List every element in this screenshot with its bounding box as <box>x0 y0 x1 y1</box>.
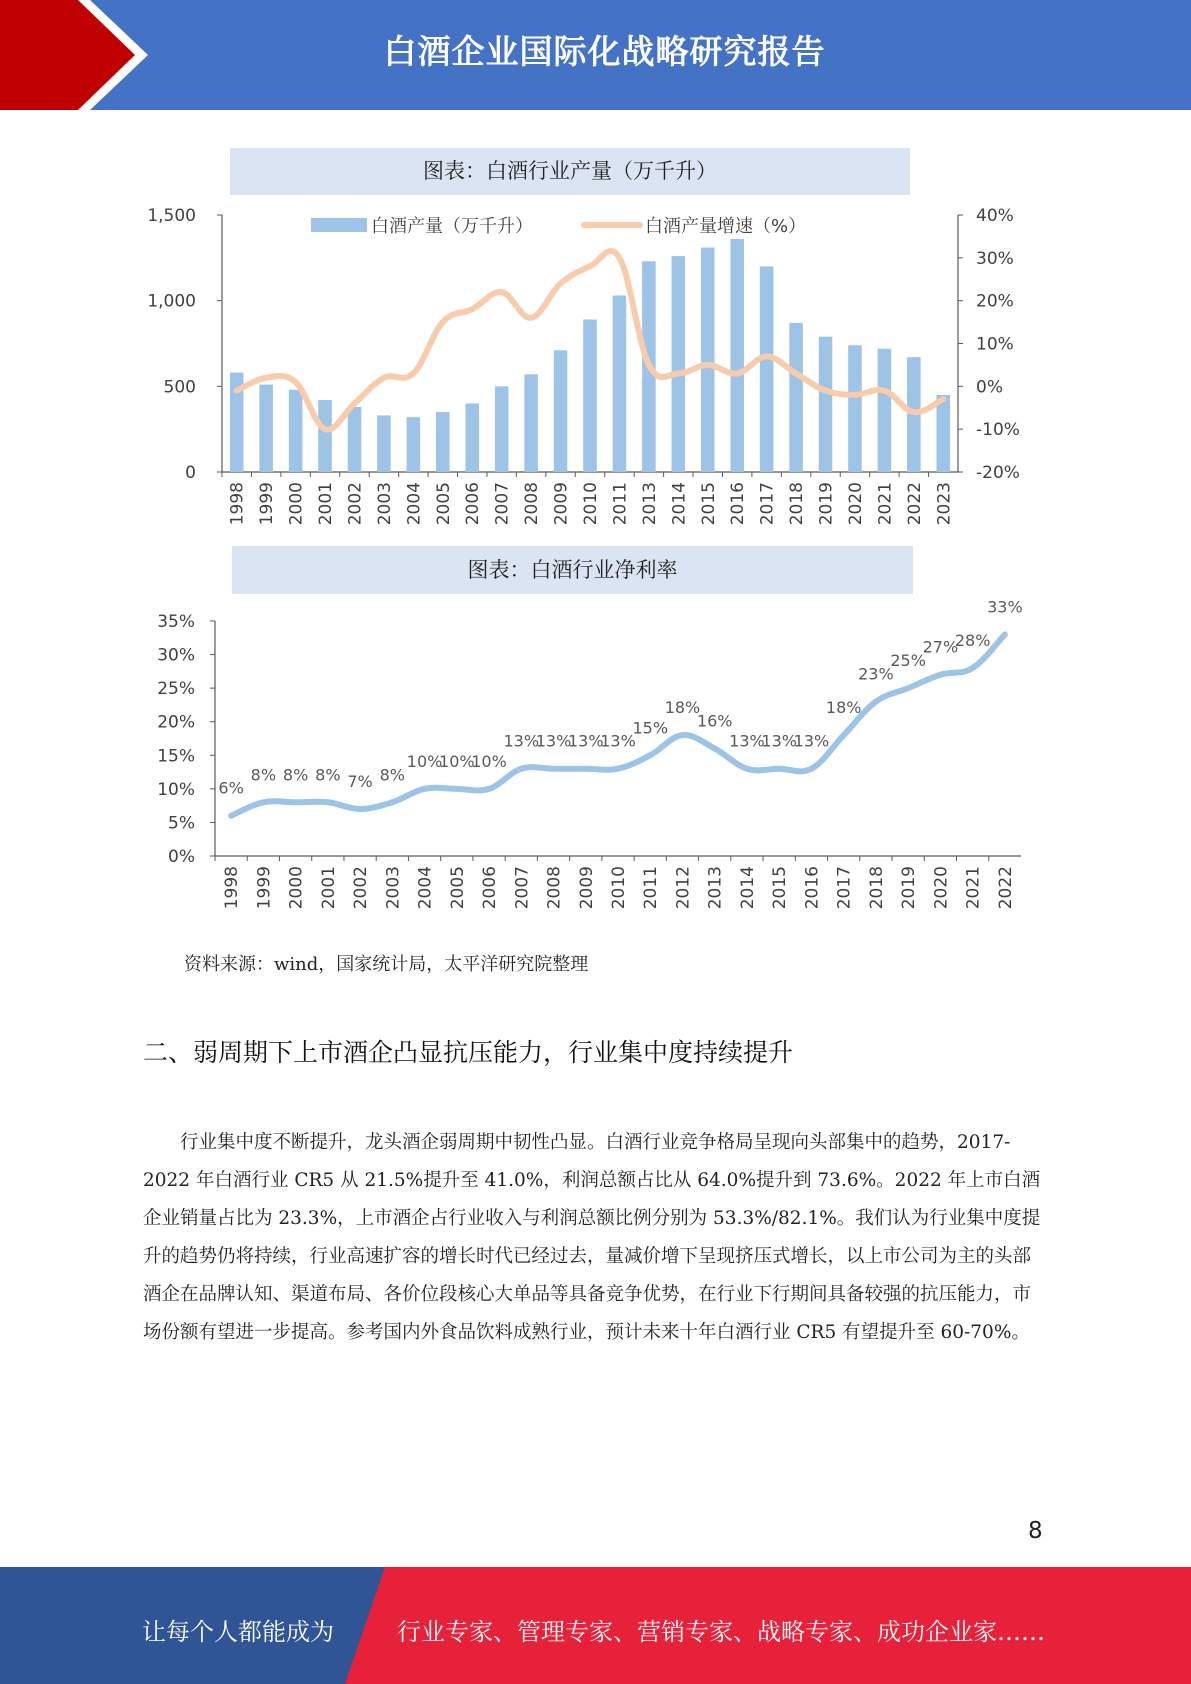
y-axis-tick-label: 30% <box>157 645 195 666</box>
x-axis-tick-label: 2007 <box>492 482 513 526</box>
x-axis-tick-label: 2011 <box>610 482 631 526</box>
legend-bar-label: 白酒产量（万千升） <box>371 216 533 237</box>
x-axis-tick-label: 2020 <box>845 482 866 526</box>
section-heading: 二、弱周期下上市酒企凸显抗压能力，行业集中度持续提升 <box>143 1038 794 1067</box>
data-label: 27% <box>922 637 959 657</box>
y-axis-tick-label: 25% <box>157 679 195 700</box>
right-axis-tick-label: 40% <box>976 206 1014 226</box>
page-number: 8 <box>1028 1518 1043 1544</box>
body-paragraph-container <box>143 1124 1049 1352</box>
x-axis-tick-label: 2008 <box>522 482 543 526</box>
data-label: 13% <box>600 731 636 751</box>
x-axis-tick-label: 2013 <box>639 482 660 526</box>
x-axis-tick-label: 2011 <box>641 866 662 910</box>
x-axis-tick-label: 2012 <box>673 866 694 910</box>
data-label: 28% <box>954 631 991 650</box>
source-note: 资料来源：wind，国家统计局，太平洋研究院整理 <box>184 954 589 975</box>
data-label: 16% <box>696 711 733 731</box>
x-axis-tick-label: 2014 <box>737 866 758 910</box>
data-label: 6% <box>218 778 244 798</box>
right-axis-tick-label: 10% <box>976 334 1014 355</box>
footer-slogan-left: 让每个人都能成为 <box>142 1618 334 1646</box>
x-axis-tick-label: 2010 <box>581 482 601 526</box>
data-label: 18% <box>825 698 862 718</box>
left-axis-tick-label: 0 <box>185 463 196 483</box>
x-axis-tick-label: 2000 <box>286 482 307 526</box>
x-axis-tick-label: 2021 <box>963 866 984 910</box>
x-axis-tick-label: 2017 <box>834 866 855 910</box>
data-label: 23% <box>858 664 894 684</box>
x-axis-tick-label: 2021 <box>875 482 896 526</box>
x-axis-tick-label: 2022 <box>995 866 1016 910</box>
x-axis-tick-label: 2003 <box>383 866 404 910</box>
y-axis-tick-label: 10% <box>157 779 195 800</box>
x-axis-tick-label: 2009 <box>576 866 597 910</box>
data-label: 13% <box>503 731 540 751</box>
footer-slogan-right: 行业专家、管理专家、营销专家、战略专家、成功企业家…… <box>397 1618 1045 1646</box>
x-axis-tick-label: 2005 <box>447 866 468 910</box>
x-axis-tick-label: 2007 <box>512 866 533 910</box>
x-axis-tick-label: 2008 <box>544 866 565 910</box>
data-label: 8% <box>315 765 341 785</box>
left-axis-tick-label: 500 <box>163 377 196 398</box>
x-axis-tick-label: 1999 <box>257 482 278 526</box>
x-axis-tick-label: 2015 <box>698 482 719 526</box>
x-axis-tick-label: 2006 <box>463 482 484 526</box>
x-axis-tick-label: 1998 <box>222 866 243 910</box>
x-axis-tick-label: 2017 <box>757 482 778 526</box>
right-axis-tick-label: 30% <box>976 248 1014 269</box>
right-axis-tick-label: 20% <box>976 291 1014 312</box>
x-axis-tick-label: 2001 <box>316 482 337 526</box>
data-label: 25% <box>890 651 926 671</box>
x-axis-tick-label: 2015 <box>770 866 791 910</box>
x-axis-tick-label: 2004 <box>404 482 425 526</box>
x-axis-tick-label: 2019 <box>899 866 920 910</box>
data-label: 7% <box>347 772 373 791</box>
data-label: 10% <box>406 751 443 771</box>
y-axis-tick-label: 15% <box>157 746 195 767</box>
x-axis-tick-label: 2010 <box>609 866 629 910</box>
y-axis-tick-label: 35% <box>157 612 195 632</box>
x-axis-tick-label: 2014 <box>669 482 690 526</box>
x-axis-tick-label: 2018 <box>866 866 887 910</box>
chart2-title: 图表：白酒行业净利率 <box>232 546 913 594</box>
chart1-title: 图表：白酒行业产量（万千升） <box>230 148 910 195</box>
data-label: 13% <box>567 731 604 751</box>
x-axis-tick-label: 1999 <box>254 866 275 910</box>
data-label: 13% <box>729 731 765 751</box>
x-axis-tick-label: 2001 <box>318 866 339 910</box>
right-axis-tick-label: -10% <box>976 420 1020 441</box>
y-axis-tick-label: 5% <box>168 813 195 834</box>
data-label: 13% <box>761 731 797 751</box>
legend-line-label: 白酒产量增速（%） <box>645 216 807 237</box>
data-label: 13% <box>535 731 572 751</box>
body-paragraph: 行业集中度不断提升，龙头酒企弱周期中韧性凸显。白酒行业竞争格局呈现向头部集中的趋势，2017-2022 年白酒行业 CR5 从 21.5%提升至 41.0%，利润总额占比从 64.0%提升到 73.6%。2022 年上市白酒企业销量占比为 23.3%，上市酒企占行业收入与利润总额比例分别为 53.3%/82.1%。我们认为行业集中度提升的趋势仍将持续，行业高速扩容的增长时代已经过去，量减价增下呈现挤压式增长，以上市公司为主的头部酒企在品牌认知、渠道布局、各价位段核心大单品等具备竞争优势，在行业下行期间具备较强的抗压能力，市场份额有望进一步提高。参考国内外食品饮料成熟行业，预计未来十年白酒行业 CR5 有望提升至 60-70%。 <box>143 1132 1041 1343</box>
x-axis-tick-label: 1998 <box>227 482 248 526</box>
x-axis-tick-label: 2018 <box>787 482 808 526</box>
data-label: 18% <box>664 698 701 718</box>
x-axis-tick-label: 2003 <box>374 482 395 526</box>
y-axis-tick-label: 20% <box>157 712 195 733</box>
report-title: 白酒企业国际化战略研究报告 <box>383 32 826 71</box>
x-axis-tick-label: 2006 <box>480 866 501 910</box>
right-axis-tick-label: 0% <box>976 377 1003 398</box>
x-axis-tick-label: 2016 <box>802 866 823 910</box>
data-label: 15% <box>632 718 669 738</box>
data-label: 33% <box>987 597 1023 617</box>
data-label: 8% <box>250 765 277 785</box>
x-axis-tick-label: 2022 <box>904 482 925 526</box>
x-axis-tick-label: 2002 <box>345 482 366 526</box>
x-axis-tick-label: 2019 <box>816 482 837 526</box>
left-axis-tick-label: 1,000 <box>147 291 196 312</box>
data-label: 13% <box>793 731 830 751</box>
y-axis-tick-label: 0% <box>168 847 195 867</box>
x-axis-tick-label: 2005 <box>433 482 454 526</box>
data-label: 10% <box>439 751 475 771</box>
data-label: 8% <box>379 765 406 785</box>
x-axis-tick-label: 2000 <box>286 866 307 910</box>
x-axis-tick-label: 2013 <box>705 866 726 910</box>
x-axis-tick-label: 2023 <box>934 482 955 526</box>
x-axis-tick-label: 2002 <box>351 866 372 910</box>
x-axis-tick-label: 2020 <box>931 866 952 910</box>
left-axis-tick-label: 1,500 <box>147 206 196 226</box>
data-label: 10% <box>471 751 507 771</box>
x-axis-tick-label: 2009 <box>551 482 572 526</box>
right-axis-tick-label: -20% <box>976 463 1020 483</box>
data-label: 8% <box>282 765 309 785</box>
x-axis-tick-label: 2016 <box>728 482 749 526</box>
x-axis-tick-label: 2004 <box>415 866 436 910</box>
